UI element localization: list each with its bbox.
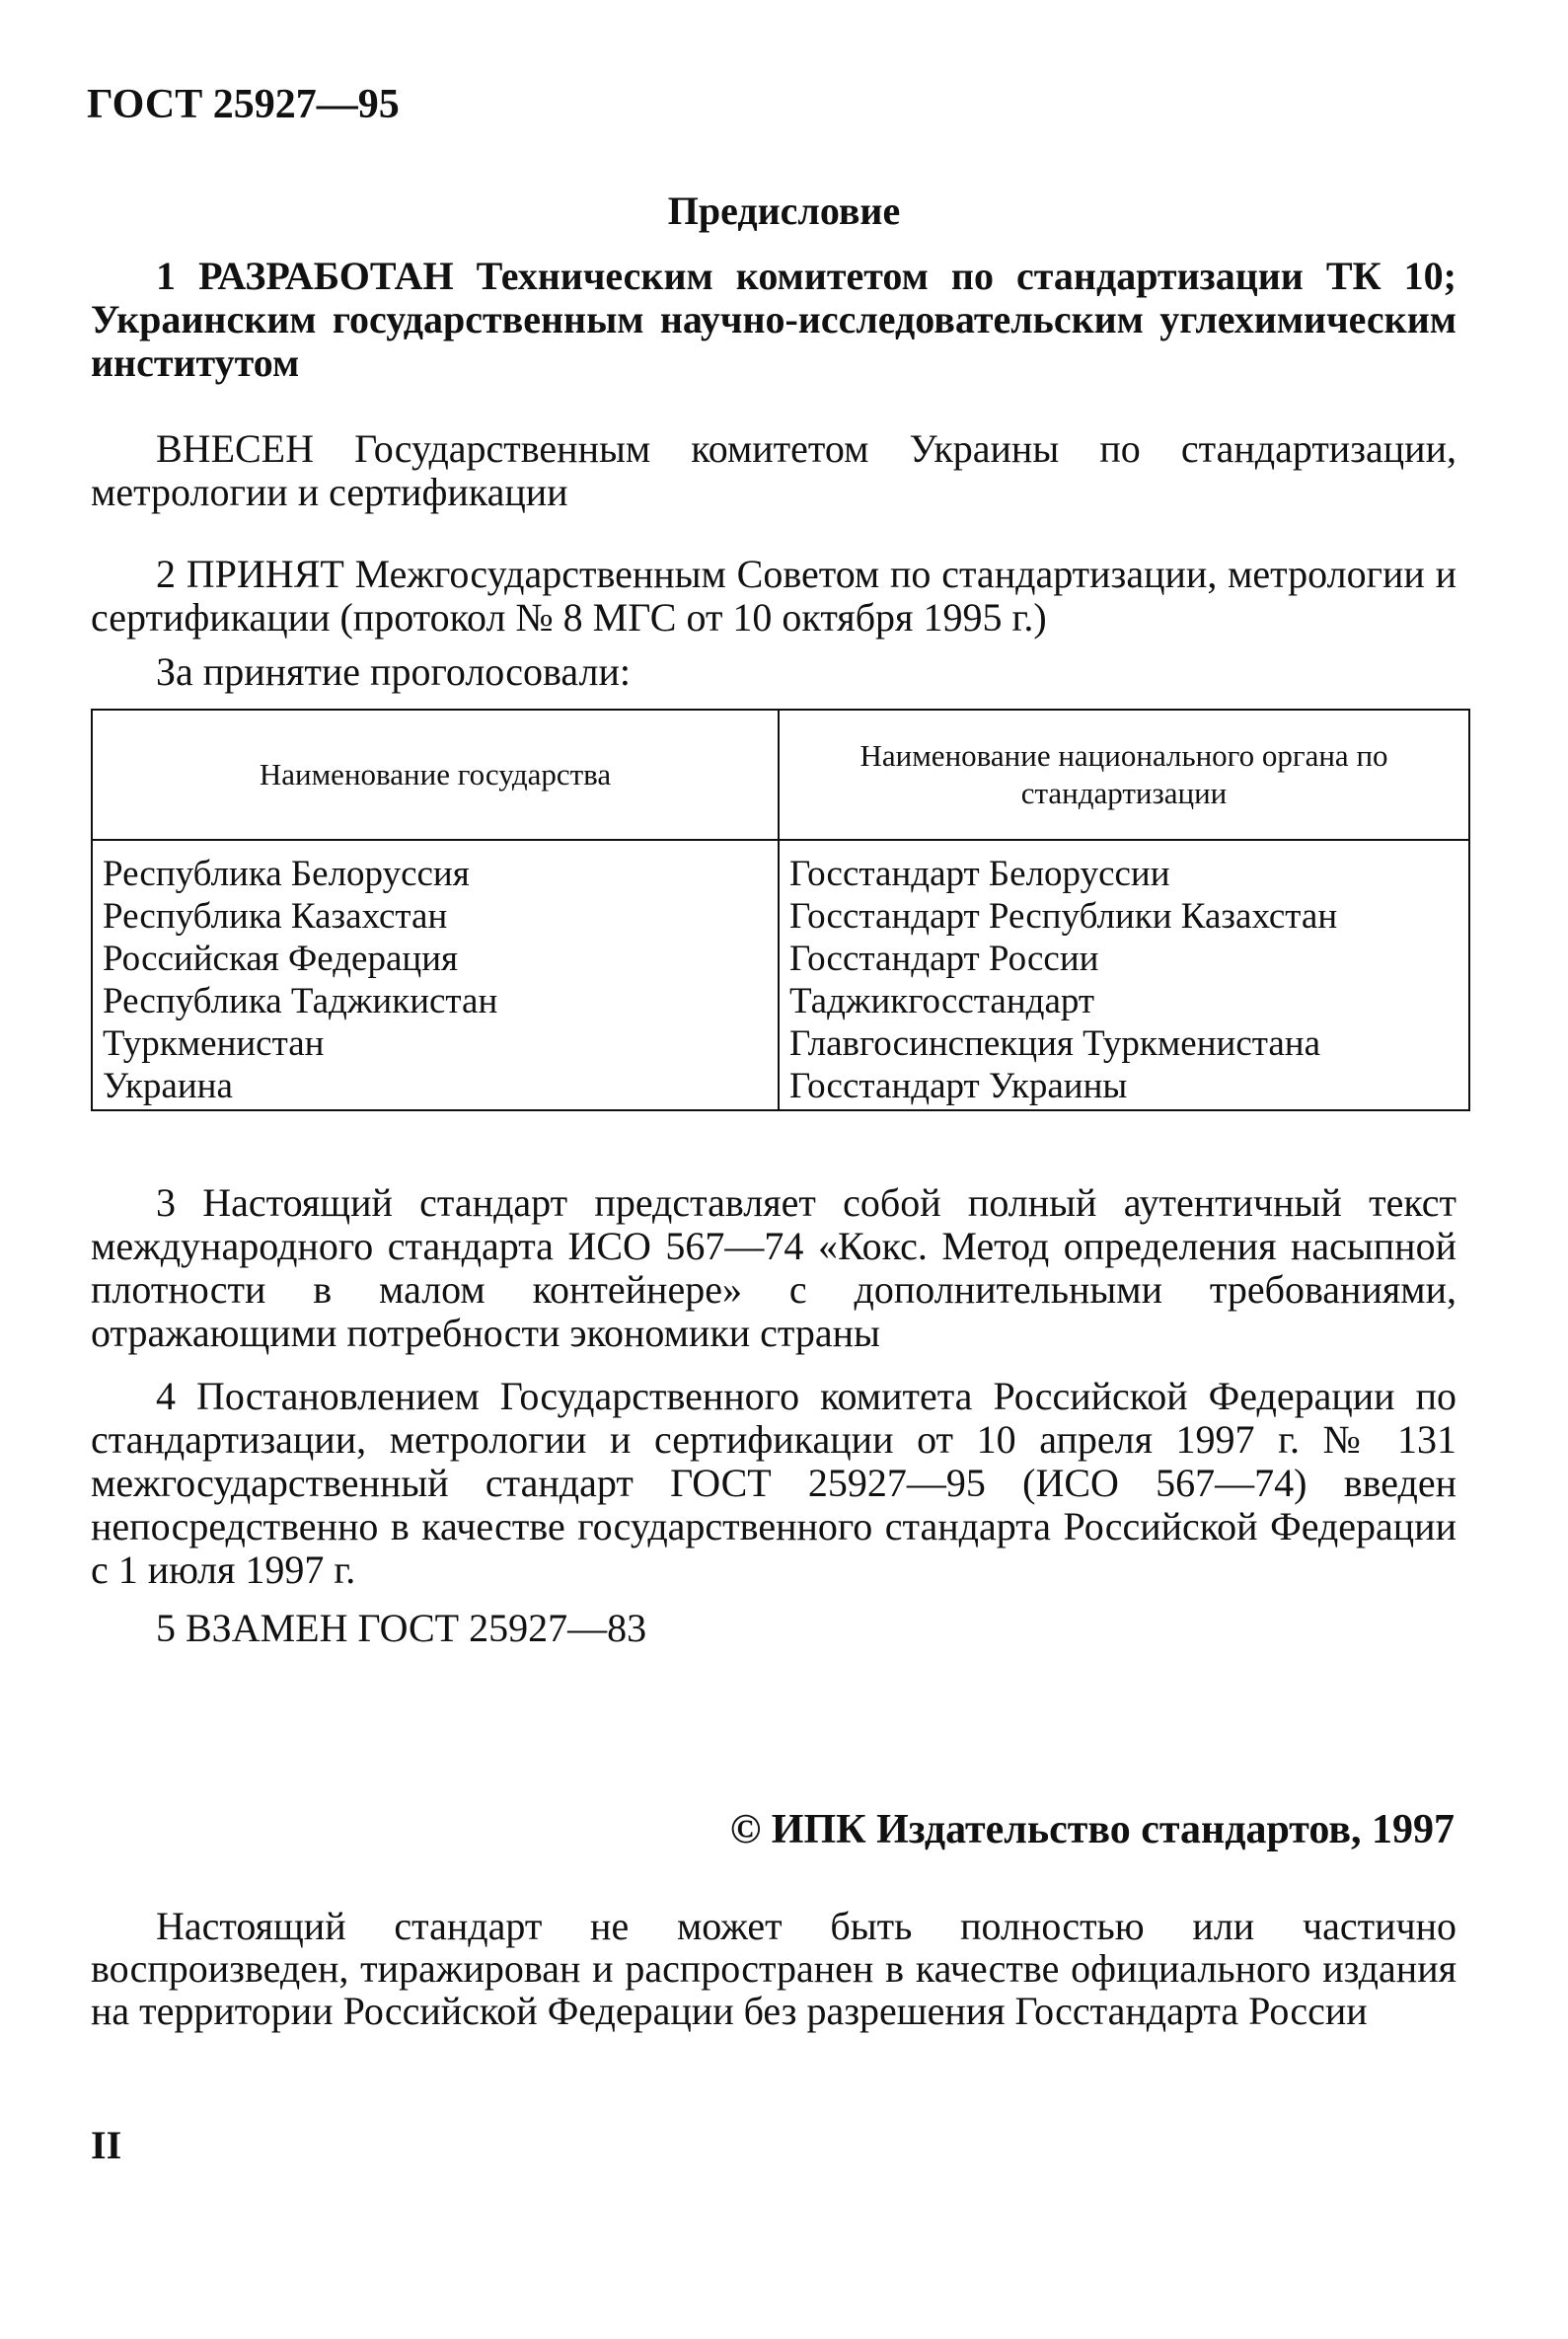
table-row [92,938,1469,980]
table-row [92,840,1469,895]
table-row [92,1022,1469,1065]
item-5-replaces: 5 ВЗАМЕН ГОСТ 25927—83 [156,1606,647,1650]
organ-name: Госстандарт Украины [779,1065,1469,1110]
state-name: Туркменистан [92,1022,779,1065]
page-number: II [91,2123,122,2167]
item-1-developed: 1 РАЗРАБОТАН Техническим комитетом по стандартизации ТК 10; Украинским государственным научно-исследовательским углехимическим институтом [91,254,1456,385]
state-name: Республика Белоруссия [92,840,779,895]
table-header-row [92,710,1469,840]
item-2-accepted: 2 ПРИНЯТ Межгосударственным Советом по стандартизации, метрологии и сертификации (протокол № 8 МГС от 10 октября 1995 г.) [91,552,1456,640]
state-name: Украина [92,1065,779,1110]
reproduction-notice: Настоящий стандарт не может быть полностью или частично воспроизведен, тиражирован и распространен в качестве официального издания на территории Российской Федерации без разрешения Госстандарта России [91,1904,1456,2033]
item-1-introduced: ВНЕСЕН Государственным комитетом Украины по стандартизации, метрологии и сертификации [91,426,1456,514]
column-header-organ: Наименование национального органа по стандартизации [779,710,1469,840]
state-name: Республика Казахстан [92,895,779,938]
organ-name: Главгосинспекция Туркменистана [779,1022,1469,1065]
page-title: Предисловие [667,189,901,233]
organ-name: Госстандарт России [779,938,1469,980]
states-table [91,709,1470,1111]
state-name: Российская Федерация [92,938,779,980]
organ-name: Госстандарт Белоруссии [779,840,1469,895]
table-row [92,1065,1469,1110]
state-name: Республика Таджикистан [92,980,779,1022]
item-4-resolution: 4 Постановлением Государственного комитета Российской Федерации по стандартизации, метрологии и сертификации от 10 апреля 1997 г. № 131 межгосударственный стандарт ГОСТ 25927—95 (ИСО 567—74) введен непосредственно в качестве государственного стандарта Российской Федерации с 1 июля 1997 г. [91,1374,1456,1592]
table-row [92,895,1469,938]
vote-label: За принятие проголосовали: [156,649,631,694]
organ-name: Таджикгосстандарт [779,980,1469,1022]
copyright-line: © ИПК Издательство стандартов, 1997 [729,1807,1455,1852]
organ-name: Госстандарт Республики Казахстан [779,895,1469,938]
item-3-authentic-text: 3 Настоящий стандарт представляет собой полный аутентичный текст международного стандарта ИСО 567—74 «Кокс. Метод определения насыпной плотности в малом контейнере» с дополнительными требованиями, отражающими потребности экономики страны [91,1180,1456,1355]
document-code: ГОСТ 25927—95 [87,82,400,127]
column-header-state: Наименование государства [92,710,779,840]
table-row [92,980,1469,1022]
